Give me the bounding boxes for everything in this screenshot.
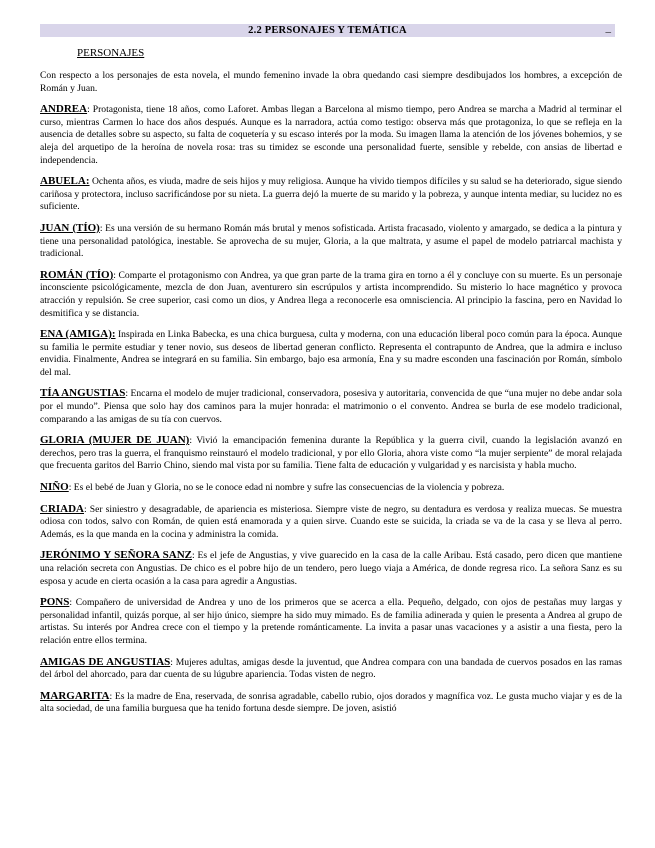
- character-name: ROMÁN (TÍO): [40, 268, 114, 281]
- character-paragraph-nino: [40, 481, 622, 495]
- character-description: : Vivió la emancipación femenina durante la República y la guerra civil, cuando la legislación avanzó en derechos, pero tras la guerra, el franquismo reinstauró el modelo tradicional, y por ello Gloria, ahora viste como “la mujer serpiente” de moral relajada que frecuenta garitos del Barrio Chino, siendo mal vista por su familia. Tiene falta de educación y vulgaridad y es narcisista y habla mucho.: [40, 435, 622, 472]
- intro-paragraph: Con respecto a los personajes de esta novela, el mundo femenino invade la obra quedando casi siempre desdibujados los hombres, a excepción de Román y Juan.: [40, 70, 622, 94]
- character-description: : Compañero de universidad de Andrea y uno de los primeros que se acerca a ella. Pequeño, delgado, con ojos de pestañas muy largas y personalidad infantil, quizás porque, al ser hijo único, siempre ha sido muy mimado. Es de familia adinerada y quien le presenta a Andrea al grupo de artistas. Su interés por Andrea crece con el tiempo y la pretende románticamente. La invita a pasar unas vacaciones y a asistir a una fiesta, pero la relación entre ellos termina.: [40, 597, 622, 646]
- character-paragraph-abuela: [40, 175, 622, 214]
- character-name: ABUELA:: [40, 175, 90, 188]
- section-header-title: 2.2 PERSONAJES Y TEMÁTICA: [248, 25, 407, 36]
- character-name: CRIADA: [40, 502, 84, 515]
- character-name: NIÑO: [40, 481, 69, 494]
- character-description: : Comparte el protagonismo con Andrea, ya que gran parte de la trama gira en torno a él y concluye con su muerte. Es un personaje inconsciente psicológicamente, mezcla de don Juan, aventurero sin escrúpulos y artista incomprendido. Su misterio lo hace magnético y provoca atracción y repulsión. Se cree superior, casi como un dios, y Andrea llega a reconocerle esa omnisciencia. Al principio la fascina, pero en Navidad lo desmitifica y se distancia.: [40, 269, 622, 319]
- character-name: TÍA ANGUSTIAS: [40, 387, 126, 400]
- header-underscore-mark: _: [605, 22, 611, 34]
- character-paragraph-andrea: [40, 103, 622, 167]
- character-description: : Mujeres adultas, amigas desde la juventud, que Andrea compara con una bandada de cuervos posados en las ramas del árbol del ahorcado, para dar cuenta de su lúgubre apariencia. Todas visten de negro.: [40, 656, 622, 681]
- character-name: JUAN (TÍO): [40, 221, 100, 234]
- character-name: PONS: [40, 596, 70, 609]
- character-paragraph-juan: [40, 222, 622, 261]
- section-header-bar: [40, 24, 615, 37]
- character-description: Inspirada en Linka Babecka, es una chica burguesa, culta y moderna, con una educación liberal poco común para la época. Aunque su familia le permite estudiar y tener novio, sus deseos de libertad generan conflicto. Representa el contrapunto de Andrea, que la admira e incluso envidia. Finalmente, Andrea se integrará en su familia. Sin embargo, bajo esa armonía, Ena y su madre esconden una fascinación por Román, símbolo del mal.: [40, 329, 622, 378]
- character-name: AMIGAS DE ANGUSTIAS: [40, 655, 171, 668]
- character-paragraph-gloria: [40, 434, 622, 473]
- character-description: : Es el bebé de Juan y Gloria, no se le conoce edad ni nombre y sufre las consecuencias de la violencia y pobreza.: [68, 482, 505, 494]
- character-paragraph-jeronimo: [40, 549, 622, 588]
- character-name: ENA (AMIGA):: [40, 328, 116, 341]
- character-paragraph-amigas: [40, 656, 622, 682]
- character-description: : Es el jefe de Angustias, y vive guarecido en la casa de la calle Aribau. Está casado, pero dicen que mantiene una relación secreta con Angustias. De chico es el pobre hijo de un tendero, pero luego viaja a América, de donde regresa rico. La señora Sanz es su esposa y acude en cierta ocasión a la casa para agredir a Angustias.: [40, 550, 622, 587]
- character-paragraph-margarita: [40, 690, 622, 716]
- character-name: GLORIA (MUJER DE JUAN): [40, 434, 190, 447]
- character-paragraph-roman: [40, 269, 622, 320]
- character-description: : Protagonista, tiene 18 años, como Laforet. Ambas llegan a Barcelona al mismo tiempo, pero Andrea se marcha a Madrid al terminar el curso, mientras Carmen lo hace dos años después. Aunque es la narradora, actúa como testigo: observa más que protagoniza, lo que se refleja en la ausencia de detalles sobre su aspecto, su falta de coquetería y su escaso interés por la moda. Su imagen llama la atención de los jóvenes bohemios, y se aleja del arquetipo de la heroína de novela rosa: tras su timidez se esconde una personalidad fuerte, sensible y rebelde, con ansias de libertad e independencia.: [40, 104, 622, 166]
- character-paragraph-tia-angustias: [40, 387, 622, 426]
- character-name: JERÓNIMO Y SEÑORA SANZ: [40, 549, 192, 562]
- character-description: : Es una versión de su hermano Román más brutal y menos sofisticada. Artista fracasado, violento y amargado, se dedica a la pintura y tiene una personalidad patológica, inestable. Se aprovecha de su mujer, Gloria, a la que maltrata, y asume el papel de modelo patriarcal machista y tradicional.: [40, 222, 622, 260]
- character-name: MARGARITA: [40, 689, 110, 702]
- character-description: Ochenta años, es viuda, madre de seis hijos y muy religiosa. Aunque ha vivido tiempos difíciles y su salud se ha deteriorado, sigue siendo cariñosa y protectora, incluso sacrificándose por su nieta. La guerra dejó la muerte de su marido y la pobreza, y aunque intenta mediar, su lucidez no es suficiente.: [40, 176, 622, 213]
- character-description: : Encarna el modelo de mujer tradicional, conservadora, posesiva y autoritaria, convencida de que “una mujer no debe andar sola por el mundo”. Piensa que solo hay dos caminos para la mujer honrada: el matrimonio o el convento. Andrea se burla de ese modelo tradicional, comparando a las amigas de su tía con cuervos.: [40, 388, 622, 425]
- document-body: [40, 70, 622, 724]
- character-description: : Ser siniestro y desagradable, de apariencia es misteriosa. Siempre viste de negro, su dentadura es verdosa y realiza muecas. Se muestra odiosa con todos, salvo con Román, de quien está enamorada y a quien sirve. Cuando este se suicida, la criada se va de la casa y se lleva al perro. Además, es la que manda en la cocina y administra la comida.: [40, 503, 622, 540]
- character-name: ANDREA: [40, 103, 88, 116]
- character-paragraph-ena: [40, 328, 622, 379]
- character-description: : Es la madre de Ena, reservada, de sonrisa agradable, cabello rubio, ojos dorados y magnífica voz. Le gusta mucho viajar y es de la alta sociedad, de una familia burguesa que ha tenido fortuna desde siempre. De joven, asistió: [40, 690, 622, 715]
- character-paragraph-pons: [40, 596, 622, 647]
- section-label-personajes: PERSONAJES: [77, 47, 145, 59]
- character-paragraph-criada: [40, 503, 622, 542]
